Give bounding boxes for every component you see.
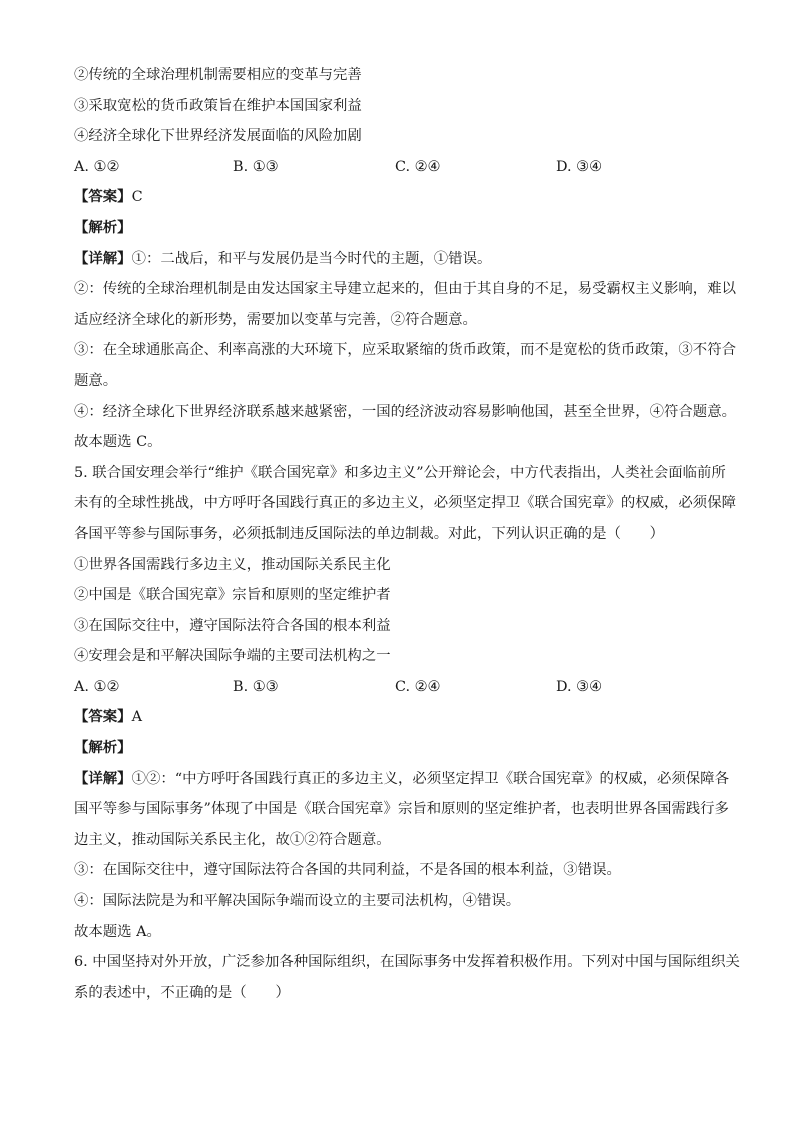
statement-2: ②中国是《联合国宪章》宗旨和原则的坚定维护者 <box>74 587 391 604</box>
option-d: D. ③④ <box>556 678 602 695</box>
question-stem: 未有的全球性挑战，中方呼吁各国践行真正的多边主义，必须坚定捍卫《联合国宪章》的权威，必须保障 <box>74 495 736 512</box>
analysis-tag: 【解析】 <box>74 218 132 236</box>
option-b: B. ①③ <box>233 678 279 695</box>
answer-value: A <box>131 709 142 726</box>
answer-tag: 【答案】 <box>74 708 132 726</box>
explanation-line: ③：在国际交往中，遵守国际法符合各国的共同利益，不是各国的根本利益，③错误。 <box>74 862 621 879</box>
explanation-line: 国平等参与国际事务”体现了中国是《联合国宪章》宗旨和原则的坚定维护者，也表明世界各国需践行多 <box>74 801 729 818</box>
detail-line <box>74 764 729 795</box>
answer-line <box>74 702 724 733</box>
explanation-line: ②：传统的全球治理机制是由发达国家主导建立起来的，但由于其自身的不足，易受霸权主义影响，难以 <box>74 281 736 298</box>
explanation-line: 题意。 <box>74 372 118 389</box>
analysis-heading <box>74 733 724 764</box>
conclusion-line: 故本题选 A。 <box>74 923 161 940</box>
option-a: A. ①② <box>74 158 120 175</box>
option-b: B. ①③ <box>233 158 279 175</box>
statement-3: ③在国际交往中，遵守国际法符合各国的根本利益 <box>74 617 391 634</box>
option-d: D. ③④ <box>556 158 602 175</box>
statement-4: ④经济全球化下世界经济发展面临的风险加剧 <box>74 128 362 145</box>
question-stem: 系的表述中，不正确的是（ ） <box>74 984 290 1001</box>
answer-options <box>74 672 724 703</box>
analysis-tag: 【解析】 <box>74 739 132 757</box>
explanation-line: ④：经济全球化下世界经济联系越来越紧密，一国的经济波动容易影响他国，甚至全世界，④符合题意。 <box>74 403 736 420</box>
explanation-line: 适应经济全球化的新形势，需要加以变革与完善，②符合题意。 <box>74 311 477 328</box>
explanation-line: ④：国际法院是为和平解决国际争端而设立的主要司法机构，④错误。 <box>74 893 521 910</box>
conclusion-line: 故本题选 C。 <box>74 434 162 451</box>
question-stem: 6. 中国坚持对外开放，广泛参加各种国际组织，在国际事务中发挥着积极作用。下列对中国与国际组织关 <box>74 954 740 971</box>
option-a: A. ①② <box>74 678 120 695</box>
explanation-line: 边主义，推动国际关系民主化，故①②符合题意。 <box>74 831 391 848</box>
option-c: C. ②④ <box>395 678 441 695</box>
option-c: C. ②④ <box>395 158 441 175</box>
analysis-heading <box>74 213 724 244</box>
statement-3: ③采取宽松的货币政策旨在维护本国国家利益 <box>74 97 362 114</box>
detail-line <box>74 244 724 275</box>
answer-options <box>74 152 724 183</box>
answer-value: C <box>131 189 143 206</box>
statement-1: ①世界各国需践行多边主义，推动国际关系民主化 <box>74 556 391 573</box>
detail-tag: 【详解】 <box>74 249 132 267</box>
document-page <box>74 60 740 1008</box>
answer-line <box>74 182 724 213</box>
detail-tag: 【详解】 <box>74 769 132 787</box>
detail-text: ①②：“中方呼吁各国践行真正的多边主义，必须坚定捍卫《联合国宪章》的权威，必须保障各 <box>131 770 729 787</box>
question-stem: 5. 联合国安理会举行“维护《联合国宪章》和多边主义”公开辩论会，中方代表指出，人类社会面临前所 <box>74 464 726 481</box>
explanation-line: ③：在全球通胀高企、利率高涨的大环境下，应采取紧缩的货币政策，而不是宽松的货币政策，③不符合 <box>74 342 736 359</box>
question-stem: 各国平等参与国际事务，必须抵制违反国际法的单边制裁。对此，下列认识正确的是（ ） <box>74 525 665 542</box>
detail-text: ①：二战后，和平与发展仍是当今时代的主题，①错误。 <box>131 250 492 267</box>
statement-2: ②传统的全球治理机制需要相应的变革与完善 <box>74 67 362 83</box>
answer-tag: 【答案】 <box>74 188 132 206</box>
statement-4: ④安理会是和平解决国际争端的主要司法机构之一 <box>74 648 391 665</box>
